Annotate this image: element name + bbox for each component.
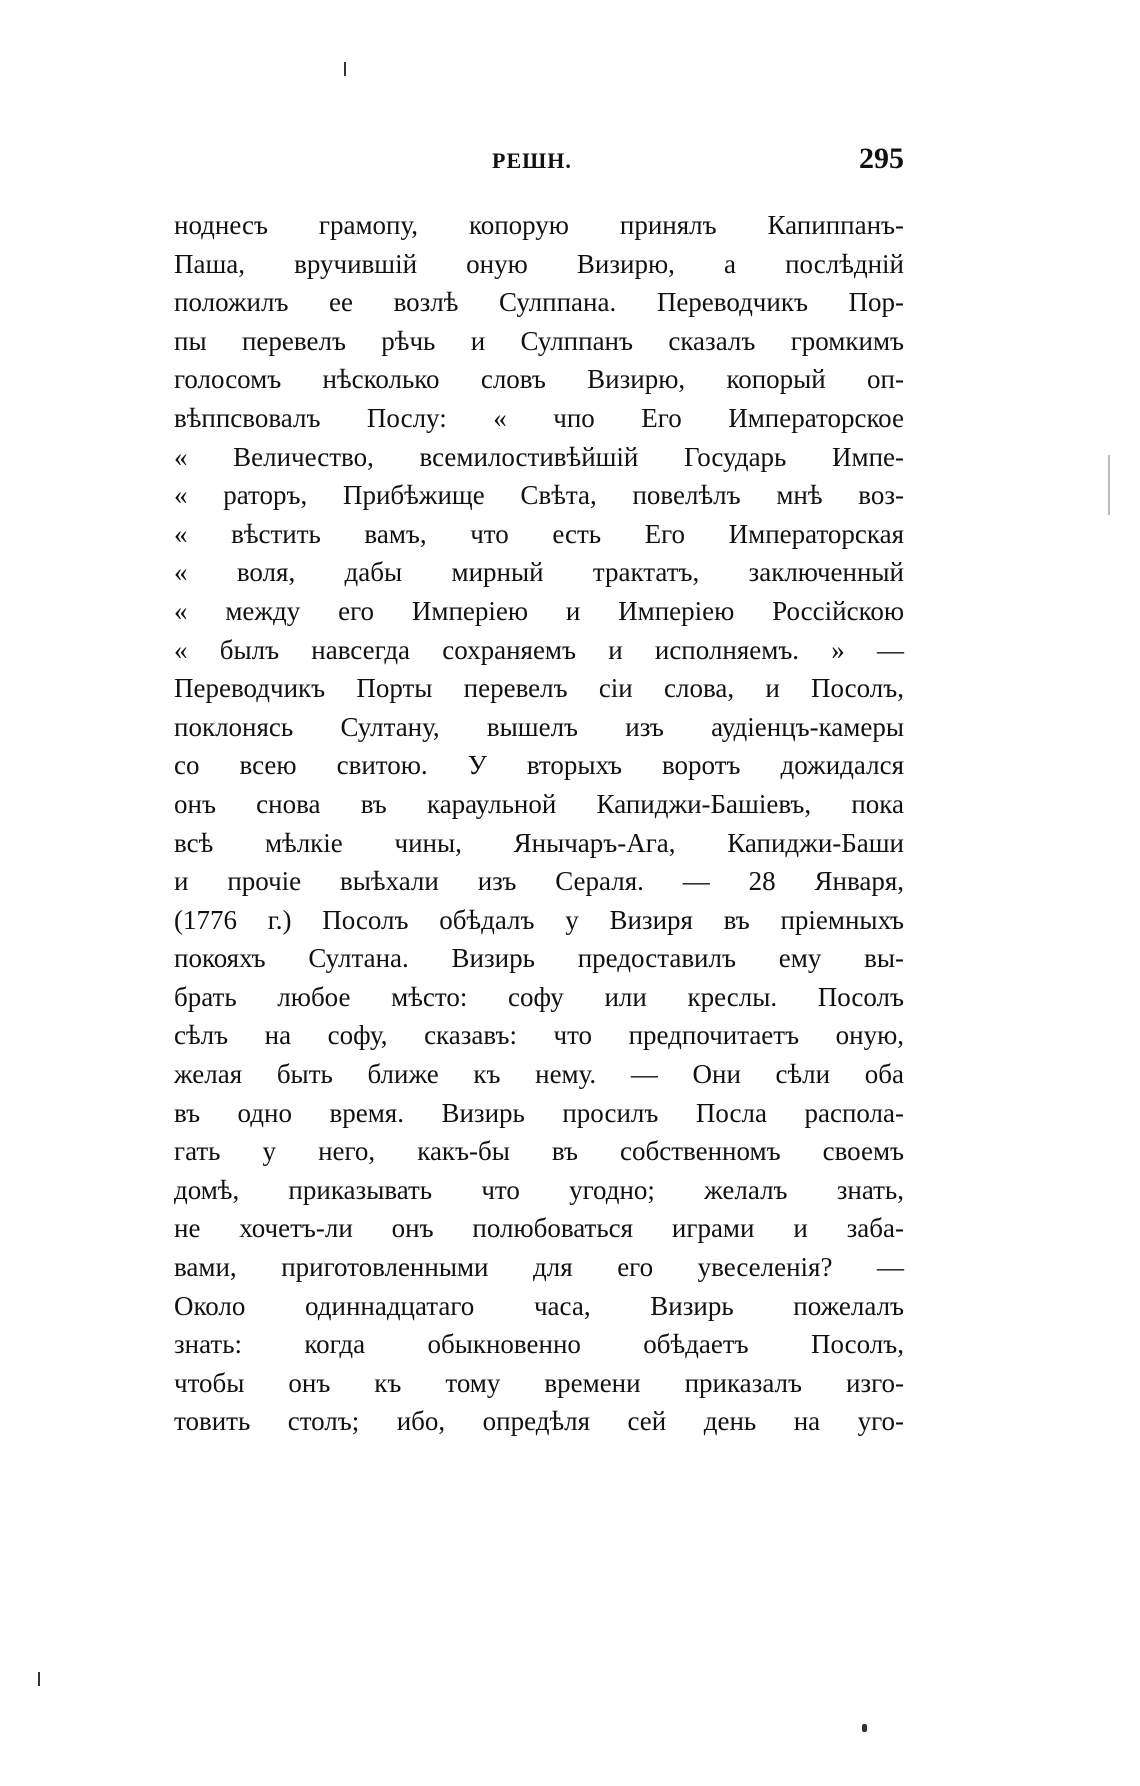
text-line: поклонясь Султану, вышелъ изъ аудіенцъ-камеры xyxy=(174,711,904,742)
text-line: брать любое мѣсто: софу или креслы. Посолъ xyxy=(174,981,904,1012)
page-number: 295 xyxy=(859,142,904,175)
text-line: чтобы онъ къ тому времени приказалъ изго- xyxy=(174,1367,904,1398)
text-line: « раторъ, Прибѣжище Свѣта, повелѣлъ мнѣ воз- xyxy=(174,480,904,511)
scan-mark xyxy=(38,1672,40,1686)
scan-edge-mark xyxy=(1108,455,1110,515)
page-header xyxy=(174,142,904,188)
text-line: « воля, дабы мирный трактатъ, заключенный xyxy=(174,557,904,588)
text-line: голосомъ нѣсколько словъ Визирю, копорый оп- xyxy=(174,364,904,395)
text-line: вами, приготовленными для его увеселенія? — xyxy=(174,1252,904,1283)
text-line: домѣ, приказывать что угодно; желалъ знать, xyxy=(174,1174,904,1205)
text-line: положилъ ее возлѣ Сулппана. Переводчикъ Пор- xyxy=(174,287,904,318)
text-line: со всею свитою. У вторыхъ воротъ дожидался xyxy=(174,750,904,781)
text-line: всѣ мѣлкіе чины, Янычаръ-Ага, Капиджи-Баши xyxy=(174,827,904,858)
scan-mark xyxy=(344,62,346,76)
text-line: въ одно время. Визирь просилъ Посла распола- xyxy=(174,1097,904,1128)
text-line: гать у него, какъ-бы въ собственномъ своемъ xyxy=(174,1136,904,1167)
text-line: вѣппсвовалъ Послу: « чпо Его Императорское xyxy=(174,402,904,433)
text-line: « Величество, всемилостивѣйшій Государь Импе- xyxy=(174,441,904,472)
text-line: онъ снова въ караульной Капиджи-Башіевъ, пока xyxy=(174,788,904,819)
text-line: « былъ навсегда сохраняемъ и исполняемъ. » — xyxy=(174,634,904,665)
text-line: пы перевелъ рѣчь и Сулппанъ сказалъ громкимъ xyxy=(174,325,904,356)
running-head: РЕШН. xyxy=(492,148,572,173)
text-line: Паша, вручившій оную Визирю, а послѣдній xyxy=(174,248,904,279)
scan-mark xyxy=(862,1724,867,1732)
text-line: товить столъ; ибо, опредѣля сей день на уго- xyxy=(174,1406,904,1437)
text-line: покояхъ Султана. Визирь предоставилъ ему вы- xyxy=(174,943,904,974)
text-line: Переводчикъ Порты перевелъ сіи слова, и Посолъ, xyxy=(174,673,904,704)
text-line: « между его Имперіею и Имперіею Россійскою xyxy=(174,595,904,626)
text-line: ноднесъ грамопу, копорую принялъ Капиппанъ- xyxy=(174,210,904,240)
text-line: сѣлъ на софу, сказавъ: что предпочитаетъ оную, xyxy=(174,1020,904,1051)
body-text xyxy=(174,206,904,1441)
text-line: знать: когда обыкновенно обѣдаетъ Посолъ, xyxy=(174,1329,904,1360)
text-line: « вѣстить вамъ, что есть Его Императорская xyxy=(174,518,904,549)
text-line: и прочіе выѣхали изъ Сераля. — 28 Января, xyxy=(174,866,904,897)
text-line: желая быть ближе къ нему. — Они сѣли оба xyxy=(174,1059,904,1090)
text-line: (1776 г.) Посолъ обѣдалъ у Визиря въ пріемныхъ xyxy=(174,904,904,935)
text-line: Около одиннадцатаго часа, Визирь пожелалъ xyxy=(174,1290,904,1321)
text-line: не хочетъ-ли онъ полюбоваться играми и заба- xyxy=(174,1213,904,1244)
